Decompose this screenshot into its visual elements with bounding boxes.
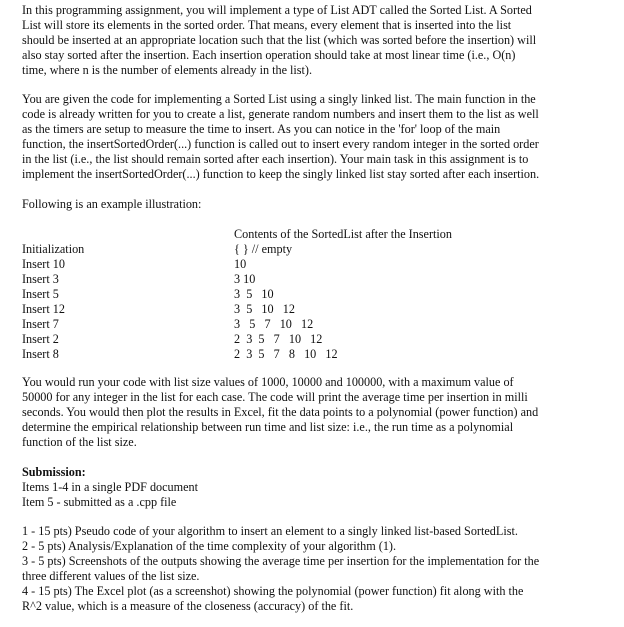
grading-item: three different values of the list size. [22,569,200,583]
grading-item: 4 - 15 pts) The Excel plot (as a screenshot) showing the polynomial (power function) fit along with the [22,584,524,598]
text-line: List will store its elements in the sorted order. That means, every element that is inserted into the list [22,18,512,32]
text-line: You would run your code with list size values of 1000, 10000 and 100000, with a maximum value of [22,375,514,389]
text-line: determine the empirical relationship between run time and list size: i.e., the run time as a polynomial [22,420,514,434]
list-contents: 3 5 10 [234,287,274,301]
submission-section [22,465,608,510]
operation-label: Insert 3 [22,272,59,286]
submission-line: Item 5 - submitted as a .cpp file [22,495,177,509]
intro-paragraph [22,3,608,78]
grading-item: 1 - 15 pts) Pseudo code of your algorithm to insert an element to a singly linked list-based SortedList. [22,524,518,538]
submission-line: Items 1-4 in a single PDF document [22,480,199,494]
list-contents: 3 10 [234,272,256,286]
list-contents: { } // empty [234,242,293,256]
operation-label: Insert 7 [22,317,59,331]
operation-label: Insert 10 [22,257,65,271]
submission-title: Submission: [22,465,86,479]
experiment-paragraph [22,375,608,450]
operation-label: Insert 12 [22,302,65,316]
grading-item: 3 - 5 pts) Screenshots of the outputs showing the average time per insertion for the implementation for the [22,554,540,568]
text-line: function of the list size. [22,435,137,449]
text-line: should be inserted at an appropriate location such that the list (which was sorted before the insertion) will [22,33,537,47]
text-line: time, where n is the number of elements already in the list). [22,63,313,77]
operation-label: Initialization [22,242,85,256]
text-line: In this programming assignment, you will implement a type of List ADT called the Sorted List. A Sorted [22,3,532,17]
text-line: You are given the code for implementing a Sorted List using a singly linked list. The main function in the [22,92,536,106]
illustration-intro [22,197,608,212]
header-text: Contents of the SortedList after the Insertion [234,227,452,241]
list-contents: 3 5 7 10 12 [234,317,314,331]
text-line: function, the insertSortedOrder(...) function is called out to insert every random integer in the sorted order [22,137,539,151]
text-line: in the list (i.e., the list should remain sorted after each insertion). Your main task in this assignment is to [22,152,529,166]
list-contents: 2 3 5 7 8 10 12 [234,347,338,361]
grading-item: 2 - 5 pts) Analysis/Explanation of the time complexity of your algorithm (1). [22,539,397,553]
operation-label: Insert 2 [22,332,59,346]
text-line: code is already written for you to create a list, generate random numbers and insert them to the list as well [22,107,539,121]
text-line: implement the insertSortedOrder(...) function to keep the singly linked list stay sorted after each insertion. [22,167,540,181]
list-contents: 10 [234,257,247,271]
text-line: also stay sorted after the insertion. Each insertion operation should take at most linear time (i.e., O(n) [22,48,516,62]
list-contents: 3 5 10 12 [234,302,295,316]
text-line: 50000 for any integer in the list for each case. The code will print the average time per insertion in milli [22,390,528,404]
operation-label: Insert 8 [22,347,59,361]
task-paragraph [22,92,608,182]
text-line: Following is an example illustration: [22,197,202,211]
illustration-header [234,227,452,242]
operation-label: Insert 5 [22,287,59,301]
list-contents: 2 3 5 7 10 12 [234,332,323,346]
operations-column [22,242,84,362]
grading-items [22,524,608,614]
text-line: seconds. You would then plot the results in Excel, fit the data points to a polynomial (power function) and [22,405,539,419]
text-line: as the timers are setup to measure the time to insert. As you can notice in the 'for' loop of the main [22,122,501,136]
grading-item: R^2 value, which is a measure of the closeness (accuracy) of the fit. [22,599,354,613]
contents-column [234,242,338,362]
